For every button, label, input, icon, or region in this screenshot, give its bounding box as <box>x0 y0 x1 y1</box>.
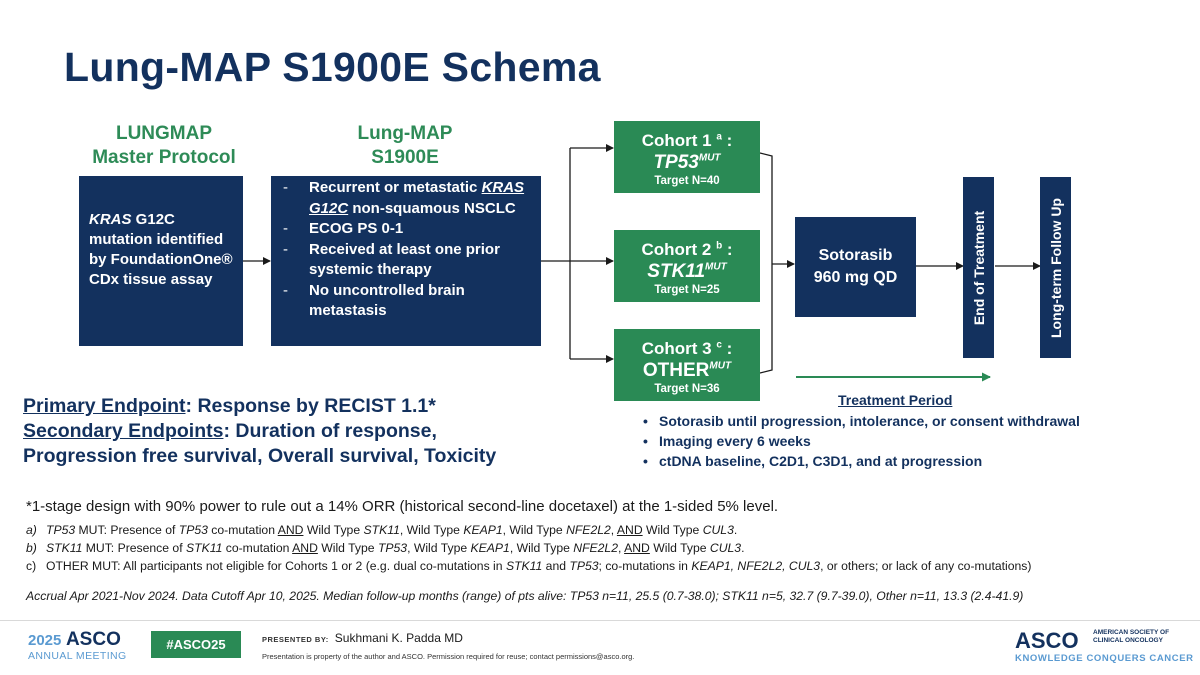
asco-annual-meeting-logo: 2025 ASCO <box>28 629 121 650</box>
s1900e-heading-line1: Lung-MAP <box>357 123 453 144</box>
primary-endpoint-label: Primary Endpoint <box>23 395 186 417</box>
kras-eligibility-box <box>79 176 243 346</box>
hashtag-badge: #ASCO25 <box>151 631 241 658</box>
end-of-treatment-box: End of Treatment <box>963 177 994 358</box>
treatment-period-item: • Sotorasib until progression, intolerance, or consent withdrawal <box>643 411 1080 431</box>
kras-gene: KRAS <box>89 211 132 228</box>
footnote-c: c) OTHER MUT: All participants not eligible for Cohorts 1 or 2 (e.g. dual co-mutations in STK11 and TP53; co-mutations in KEAP1, NFE2L2, CUL3, or others; or lack of any co-mutations) <box>26 559 1032 573</box>
treatment-period-item: • Imaging every 6 weeks <box>643 431 1080 451</box>
cohort-2-box: Cohort 2 $^b$ : $STK11^{MUT}$ Target N=25 <box>614 230 760 302</box>
annual-meeting-label: ANNUAL MEETING <box>28 650 127 662</box>
footnote-a: a) TP53 MUT: Presence of TP53 co-mutation AND Wild Type STK11, Wild Type KEAP1, Wild Type NFE2L2, AND Wild Type CUL3. <box>26 523 738 537</box>
criteria-item: - Received at least one prior systemic therapy <box>283 240 535 281</box>
long-term-follow-up-box: Long-term Follow Up <box>1040 177 1071 358</box>
treatment-period-title: Treatment Period <box>838 392 953 408</box>
accrual-note: Accrual Apr 2021-Nov 2024. Data Cutoff Apr 10, 2025. Median follow-up months (range) of pts alive: TP53 n=11, 25.5 (0.7-38.0); STK11 n=5, 32.7 (9.7-39.0), Other n=11, 13.3 (2.4-41.9) <box>26 589 1024 603</box>
bracket-cohorts <box>760 153 772 373</box>
permission-notice: Presentation is property of the author and ASCO. Permission required for reuse; contact permissions@asco.org. <box>262 652 635 661</box>
presenter-name: Sukhmani K. Padda MD <box>334 631 463 645</box>
sotorasib-dose: 960 mg QD <box>813 269 898 286</box>
treatment-period-item: • ctDNA baseline, C2D1, C3D1, and at progression <box>643 451 1080 471</box>
design-footnote: *1-stage design with 90% power to rule out a 14% ORR (historical second-line docetaxel) at the 1-sided 5% level. <box>26 498 779 515</box>
criteria-item: - No uncontrolled brain metastasis <box>283 281 535 322</box>
asco-society-name: AMERICAN SOCIETY OF CLINICAL ONCOLOGY <box>1093 629 1170 644</box>
asco-logo: ASCO <box>1015 628 1079 653</box>
slide-title: Lung-MAP S1900E Schema <box>64 44 601 90</box>
cohort-3-box: Cohort 3 $^c$ : $OTHER^{MUT}$ Target N=36 <box>614 329 760 401</box>
s1900e-criteria-box <box>271 176 541 346</box>
footer-divider <box>0 620 1200 621</box>
secondary-endpoints-label: Secondary Endpoints <box>23 420 224 442</box>
presenter-line: PRESENTED BY: Sukhmani K. Padda MD <box>262 631 463 645</box>
footnote-b: b) STK11 MUT: Presence of STK11 co-mutation AND Wild Type TP53, Wild Type KEAP1, Wild Type NFE2L2, AND Wild Type CUL3. <box>26 541 745 555</box>
kras-g12c-underlined: KRAS G12C <box>309 179 525 217</box>
sotorasib-label: Sotorasib <box>818 247 893 264</box>
kras-eligibility-text: G12C mutation identified by FoundationOne® CDx tissue assay <box>89 211 233 288</box>
lungmap-heading-line2: Master Protocol <box>92 147 236 168</box>
cohort-1-target: Target N=40 <box>654 175 720 187</box>
treatment-period-list <box>643 411 1080 471</box>
sotorasib-box <box>795 217 916 317</box>
cohort-3-target: Target N=36 <box>654 383 720 395</box>
cohort-1-box: Cohort 1 $^a$ : $TP53^{MUT}$ Target N=40 <box>614 121 760 193</box>
criteria-item: - ECOG PS 0-1 <box>283 219 535 240</box>
endpoints-block: Primary Endpoint: Response by RECIST 1.1* Secondary Endpoints: Duration of response, Progression free survival, Overall survival, Toxicity <box>23 395 497 467</box>
lungmap-heading-line1: LUNGMAP <box>115 123 213 144</box>
asco-tagline: KNOWLEDGE CONQUERS CANCER <box>1015 653 1194 664</box>
cohort-2-target: Target N=25 <box>654 284 720 296</box>
criteria-item: - Recurrent or metastatic KRAS G12C non-squamous NSCLC <box>283 178 535 219</box>
s1900e-heading-line2: S1900E <box>371 147 439 168</box>
